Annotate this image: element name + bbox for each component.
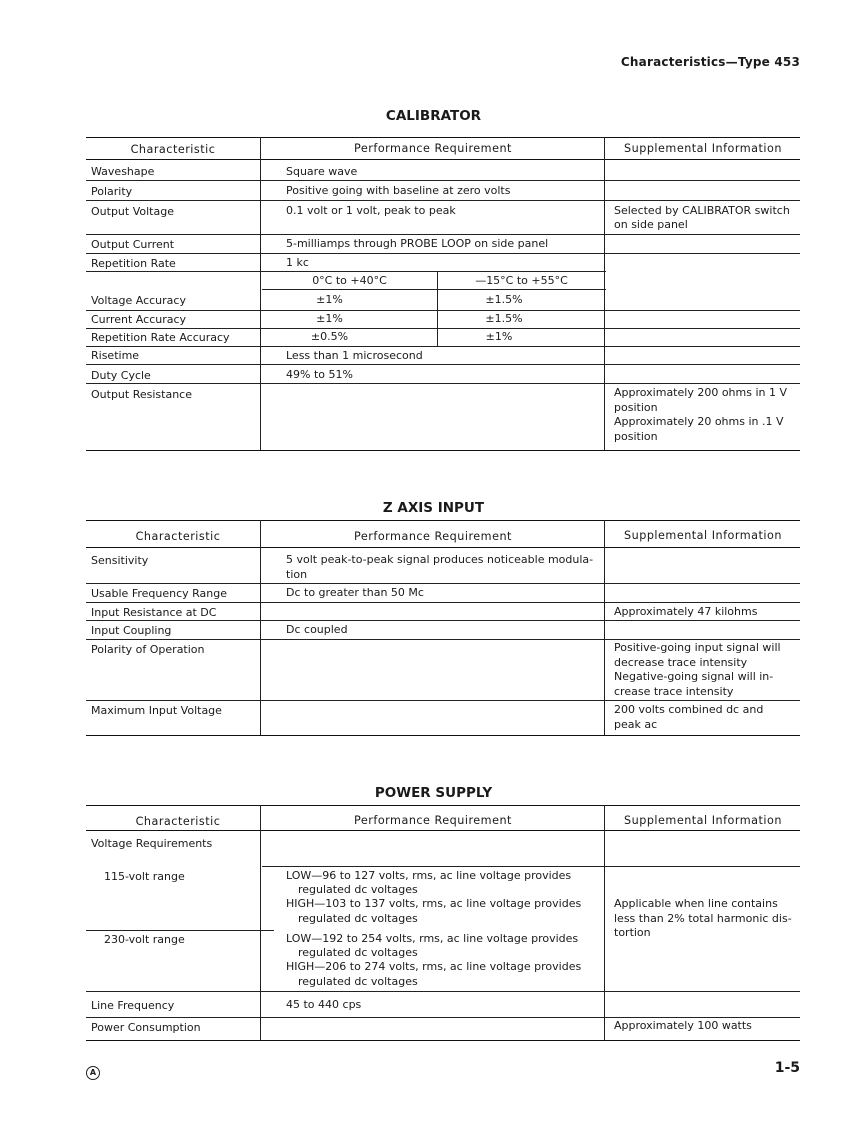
calibrator-title: CALIBRATOR [385, 108, 482, 124]
col-header-performance: Performance Requirement [354, 530, 512, 543]
row-label: Output Resistance [91, 388, 192, 401]
col-header-supplemental: Supplemental Information [624, 142, 782, 155]
row-value: 1 kc [286, 256, 309, 269]
col-header-performance: Performance Requirement [354, 814, 512, 827]
row-label: Line Frequency [91, 999, 175, 1012]
row-supplemental: Applicable when line contains [614, 897, 778, 910]
row-value: ±1% [316, 312, 343, 325]
row-value: ±1.5% [485, 312, 523, 325]
row-value: ±0.5% [310, 330, 349, 343]
row-value: HIGH—103 to 137 volts, rms, ac line voltage provides [286, 897, 582, 910]
row-label: Risetime [91, 349, 140, 362]
col-header-characteristic: Characteristic [135, 815, 221, 828]
row-value: regulated dc voltages [298, 883, 418, 896]
row-value: 49% to 51% [286, 368, 353, 381]
row-label: Current Accuracy [91, 313, 187, 326]
table-rule [86, 137, 800, 138]
row-supplemental: Approximately 100 watts [614, 1019, 752, 1032]
row-value: 5 volt peak-to-peak signal produces noticeable modula- [286, 553, 594, 566]
row-supplemental: tortion [614, 926, 651, 939]
row-value: Square wave [286, 165, 358, 178]
row-supplemental: crease trace intensity [614, 685, 734, 698]
power-supply-title: POWER SUPPLY [374, 785, 493, 801]
row-label: Repetition Rate Accuracy [91, 331, 230, 344]
row-value: LOW—96 to 127 volts, rms, ac line voltage provides [286, 869, 572, 882]
row-supplemental: position [614, 430, 658, 443]
row-label: Polarity [91, 185, 133, 198]
col-header-performance: Performance Requirement [354, 142, 512, 155]
row-value: 5-milliamps through PROBE LOOP on side panel [286, 237, 549, 250]
row-value: ±1.5% [485, 293, 523, 306]
row-label: Output Current [91, 238, 175, 251]
row-supplemental: on side panel [614, 218, 688, 231]
row-supplemental: Negative-going signal will in- [614, 670, 774, 683]
row-supplemental: position [614, 401, 658, 414]
row-label: Waveshape [91, 165, 155, 178]
row-label: 115-volt range [104, 870, 185, 883]
row-label: Voltage Requirements [91, 837, 213, 850]
row-label: 230-volt range [104, 933, 185, 946]
row-label: Input Coupling [91, 624, 172, 637]
row-value: regulated dc voltages [298, 946, 418, 959]
row-label: Polarity of Operation [91, 643, 205, 656]
row-supplemental: Approximately 47 kilohms [614, 605, 758, 618]
row-value: Dc coupled [286, 623, 348, 636]
row-supplemental: Selected by CALIBRATOR switch [614, 204, 790, 217]
col-header-supplemental: Supplemental Information [624, 529, 782, 542]
row-label: Maximum Input Voltage [91, 704, 222, 717]
col-header-supplemental: Supplemental Information [624, 814, 782, 827]
table-rule [86, 159, 800, 160]
row-supplemental: peak ac [614, 718, 658, 731]
row-label: Output Voltage [91, 205, 174, 218]
row-supplemental: less than 2% total harmonic dis- [614, 912, 792, 925]
row-label: Sensitivity [91, 554, 149, 567]
row-value: 0.1 volt or 1 volt, peak to peak [286, 204, 456, 217]
col-header-characteristic: Characteristic [135, 530, 221, 543]
row-value: regulated dc voltages [298, 912, 418, 925]
row-value: ±1% [316, 293, 343, 306]
row-value: Dc to greater than 50 Mc [286, 586, 424, 599]
row-label: Usable Frequency Range [91, 587, 228, 600]
row-value: regulated dc voltages [298, 975, 418, 988]
temp-range-header: —15°C to +55°C [475, 274, 568, 287]
row-label: Voltage Accuracy [91, 294, 186, 307]
row-label: Power Consumption [91, 1021, 201, 1034]
col-header-characteristic: Characteristic [130, 143, 216, 156]
row-supplemental: 200 volts combined dc and [614, 703, 764, 716]
footer-mark [86, 1064, 100, 1080]
row-value: tion [286, 568, 308, 581]
row-value: HIGH—206 to 274 volts, rms, ac line voltage provides [286, 960, 582, 973]
row-supplemental: Approximately 200 ohms in 1 V [614, 386, 788, 399]
row-label: Input Resistance at DC [91, 606, 217, 619]
temp-range-header: 0°C to +40°C [312, 274, 387, 287]
row-value: 45 to 440 cps [286, 998, 362, 1011]
circled-a-icon: A [86, 1066, 100, 1080]
row-value: Less than 1 microsecond [286, 349, 423, 362]
row-value: ±1% [485, 330, 513, 343]
page-number: 1-5 [774, 1060, 800, 1076]
row-label: Repetition Rate [91, 257, 176, 270]
z-axis-title: Z AXIS INPUT [382, 500, 485, 516]
row-supplemental: Positive-going input signal will [614, 641, 781, 654]
page-header: Characteristics—Type 453 [620, 55, 800, 69]
row-value: LOW—192 to 254 volts, rms, ac line voltage provides [286, 932, 579, 945]
row-label: Duty Cycle [91, 369, 151, 382]
row-supplemental: Approximately 20 ohms in .1 V [614, 415, 784, 428]
row-supplemental: decrease trace intensity [614, 656, 748, 669]
row-value: Positive going with baseline at zero volts [286, 184, 511, 197]
